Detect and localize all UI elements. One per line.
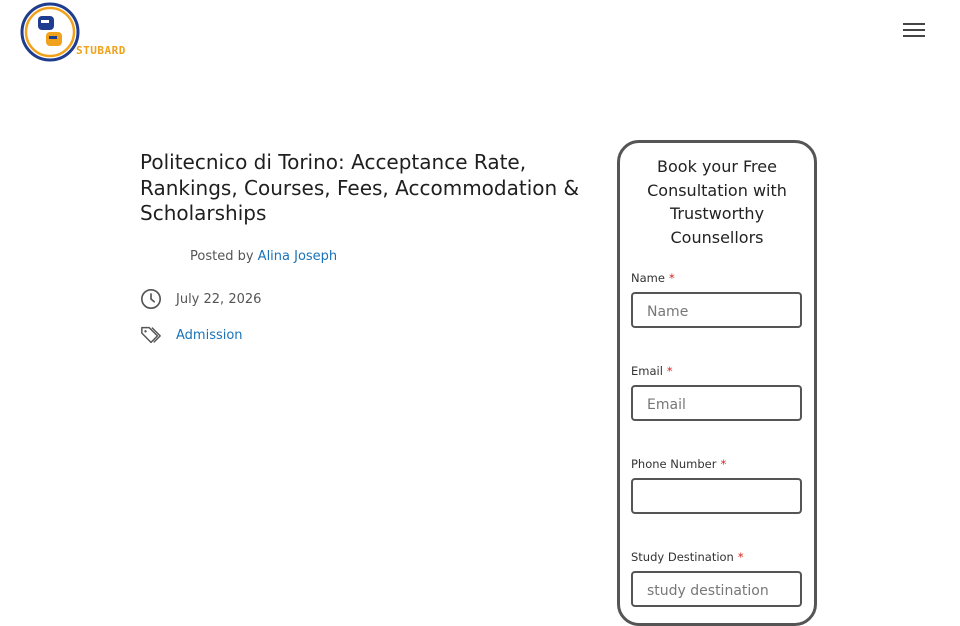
phone-field-group [631,457,802,514]
study-destination-input[interactable]: study destination [631,571,802,607]
logo-monogram-icon [20,2,82,62]
required-marker: * [668,271,675,285]
form-title: Book your Free Consultation with Trustworthy Counsellors [647,157,787,247]
post-date [140,288,261,310]
email-label: Email * [631,364,673,378]
logo-text: STUBARD [76,44,126,57]
name-input[interactable]: Name [631,292,802,328]
name-label: Name * [631,271,675,285]
consultation-form-card [617,140,817,626]
site-logo[interactable] [20,2,150,62]
author-link[interactable]: Alina Joseph [257,249,338,264]
clock-icon [140,288,162,310]
email-field-group [631,364,802,421]
post-author [190,249,337,264]
study-destination-field-group [631,550,802,607]
phone-input[interactable] [631,478,802,514]
hamburger-menu-icon[interactable] [903,23,925,39]
post-category [140,324,243,346]
required-marker: * [720,457,727,471]
study-destination-label: Study Destination * [631,550,744,564]
email-input[interactable]: Email [631,385,802,421]
required-marker: * [737,550,744,564]
page-title: Politecnico di Torino: Acceptance Rate, Rankings, Courses, Fees, Accommodation & Scholarships [140,150,580,225]
tag-icon [140,324,162,346]
category-link[interactable]: Admission [176,327,243,343]
posted-by-label: Posted by [190,249,254,264]
post-date-text: July 22, 2026 [176,291,262,307]
required-marker: * [666,364,673,378]
name-field-group [631,271,802,328]
phone-label: Phone Number * [631,457,727,471]
